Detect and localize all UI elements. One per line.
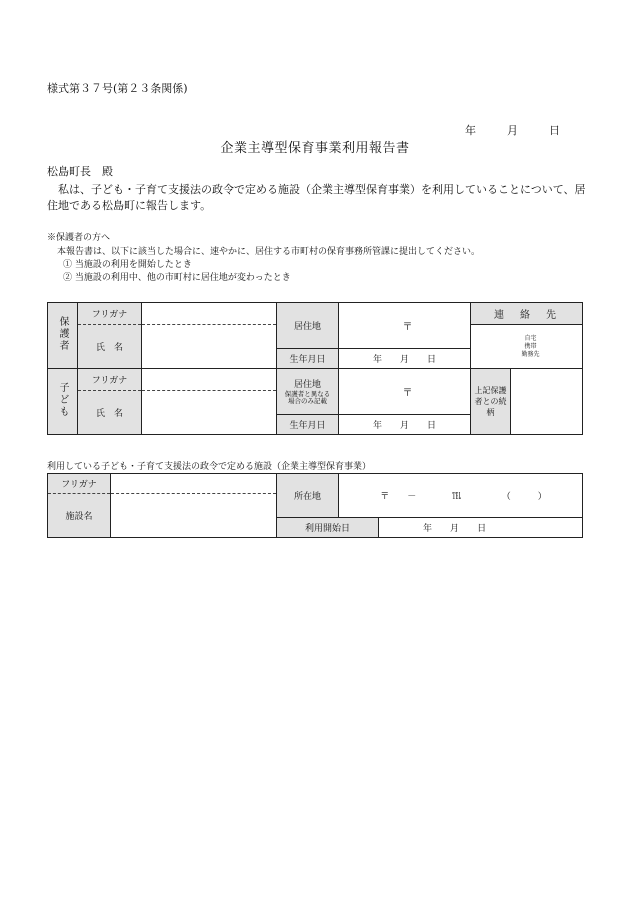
guardian-address-field[interactable]: 〒	[339, 303, 471, 349]
date-day-label: 日	[549, 124, 560, 137]
facility-furigana-field[interactable]	[111, 474, 277, 494]
child-section-label: 子ども	[48, 369, 78, 435]
date-year-label: 年	[465, 124, 476, 137]
start-date-label: 利用開始日	[277, 518, 379, 538]
child-birthdate-field[interactable]: 年 月 日	[339, 415, 471, 435]
notice-body: 本報告書は、以下に該当した場合に、速やかに、居住する市町村の保育事務所管課に提出してください。	[57, 247, 481, 257]
child-address-note: 保護者と異なる場合のみ記載	[284, 390, 331, 405]
child-birthdate-label: 生年月日	[277, 415, 339, 435]
page-title: 企業主導型保育事業利用報告書	[220, 141, 410, 156]
guardian-section-label: 保護者	[48, 303, 78, 369]
report-date	[465, 122, 560, 138]
guardian-furigana-field[interactable]	[142, 303, 277, 325]
notice-item-2: ② 当施設の利用中、他の市町村に居住地が変わったとき	[63, 273, 291, 283]
contact-header: 連 絡 先	[471, 303, 583, 325]
facility-location-label: 所在地	[277, 474, 339, 518]
relation-field[interactable]	[511, 369, 583, 435]
date-month-label: 月	[507, 124, 518, 137]
facility-name-field[interactable]	[111, 494, 277, 538]
facility-location-field[interactable]: 〒 － ℡ （ ）	[339, 474, 583, 518]
child-furigana-field[interactable]	[142, 369, 277, 391]
child-name-label: 氏 名	[78, 391, 142, 435]
contact-home-label: 自宅	[524, 334, 537, 342]
guardian-name-label: 氏 名	[78, 325, 142, 369]
form-number: 様式第３７号(第２３条関係)	[47, 82, 188, 95]
contact-work-label: 勤務先	[521, 350, 540, 358]
child-address-field[interactable]: 〒	[339, 369, 471, 415]
guardian-address-label: 居住地	[277, 303, 339, 349]
guardian-child-table	[47, 302, 583, 435]
start-date-field[interactable]: 年 月 日	[379, 518, 583, 538]
contact-mobile-label: 携帯	[524, 342, 537, 350]
facility-furigana-label: フリガナ	[48, 474, 111, 494]
facility-caption: 利用している子ども・子育て支援法の政令で定める施設（企業主導型保育事業）	[47, 462, 372, 472]
notice-heading: ※保護者の方へ	[47, 233, 111, 243]
child-furigana-label: フリガナ	[78, 369, 142, 391]
child-name-field[interactable]	[142, 391, 277, 435]
guardian-furigana-label: フリガナ	[78, 303, 142, 325]
report-statement: 私は、子ども・子育て支援法の政令で定める施設（企業主導型保育事業）を利用していることについて、居住地である松島町に報告します。	[47, 183, 586, 212]
notice-item-1: ① 当施設の利用を開始したとき	[63, 260, 192, 270]
guardian-name-field[interactable]	[142, 325, 277, 369]
facility-name-label: 施設名	[48, 494, 111, 538]
facility-table	[47, 473, 583, 538]
relation-label: 上記保護者との続柄	[471, 369, 511, 435]
contact-field[interactable]	[471, 325, 583, 369]
child-address-label: 居住地 保護者と異なる場合のみ記載	[277, 369, 339, 415]
guardian-birthdate-label: 生年月日	[277, 349, 339, 369]
guardian-birthdate-field[interactable]: 年 月 日	[339, 349, 471, 369]
addressee: 松島町長 殿	[47, 165, 113, 178]
